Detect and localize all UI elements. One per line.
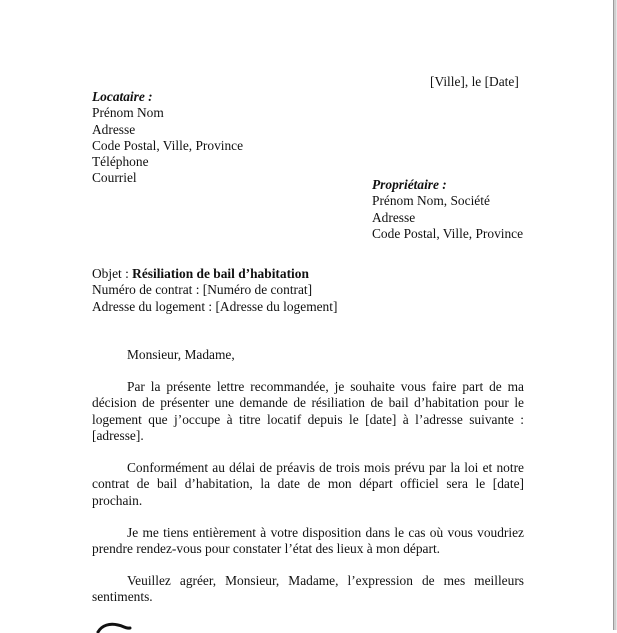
subject-line bbox=[92, 266, 337, 282]
owner-block bbox=[372, 177, 523, 242]
subject-title: Résiliation de bail d’habitation bbox=[132, 266, 309, 281]
owner-address: Adresse bbox=[372, 209, 416, 225]
tenant-heading: Locataire : bbox=[92, 89, 153, 104]
tenant-name: Prénom Nom bbox=[92, 105, 164, 121]
date-line: [Ville], le [Date] bbox=[430, 74, 519, 89]
tenant-email: Courriel bbox=[92, 170, 137, 186]
paragraph-1: Par la présente lettre recommandée, je souhaite vous faire part de ma décision de présenter une demande de résiliation de bail d’habitation pour le logement que j’occupe à titre locatif depuis le [date] à l’adresse suivante : [adresse]. bbox=[92, 379, 524, 443]
owner-name: Prénom Nom, Société bbox=[372, 193, 490, 209]
tenant-block bbox=[92, 89, 243, 187]
tenant-address: Adresse bbox=[92, 121, 136, 137]
tenant-postal: Code Postal, Ville, Province bbox=[92, 137, 244, 153]
tenant-phone: Téléphone bbox=[92, 154, 149, 170]
contract-number-line: Numéro de contrat : [Numéro de contrat] bbox=[92, 282, 313, 298]
signature-stroke bbox=[96, 619, 136, 633]
subject-label: Objet : bbox=[92, 266, 133, 281]
subject-block bbox=[92, 266, 337, 315]
paragraph-3: Je me tiens entièrement à votre disposition dans le cas où vous voudriez prendre rendez-vous pour constater l’état des lieux à mon départ. bbox=[92, 525, 524, 557]
owner-postal: Code Postal, Ville, Province bbox=[372, 225, 524, 241]
paragraph-4: Veuillez agréer, Monsieur, Madame, l’expression de mes meilleurs sentiments. bbox=[92, 573, 524, 605]
salutation: Monsieur, Madame, bbox=[127, 347, 235, 362]
housing-address-line: Adresse du logement : [Adresse du logement] bbox=[92, 298, 338, 314]
paragraph-2: Conformément au délai de préavis de trois mois prévu par la loi et notre contrat de bail d’habitation, la date de mon départ officiel sera le [date] prochain. bbox=[92, 460, 524, 508]
owner-heading: Propriétaire : bbox=[372, 177, 447, 192]
